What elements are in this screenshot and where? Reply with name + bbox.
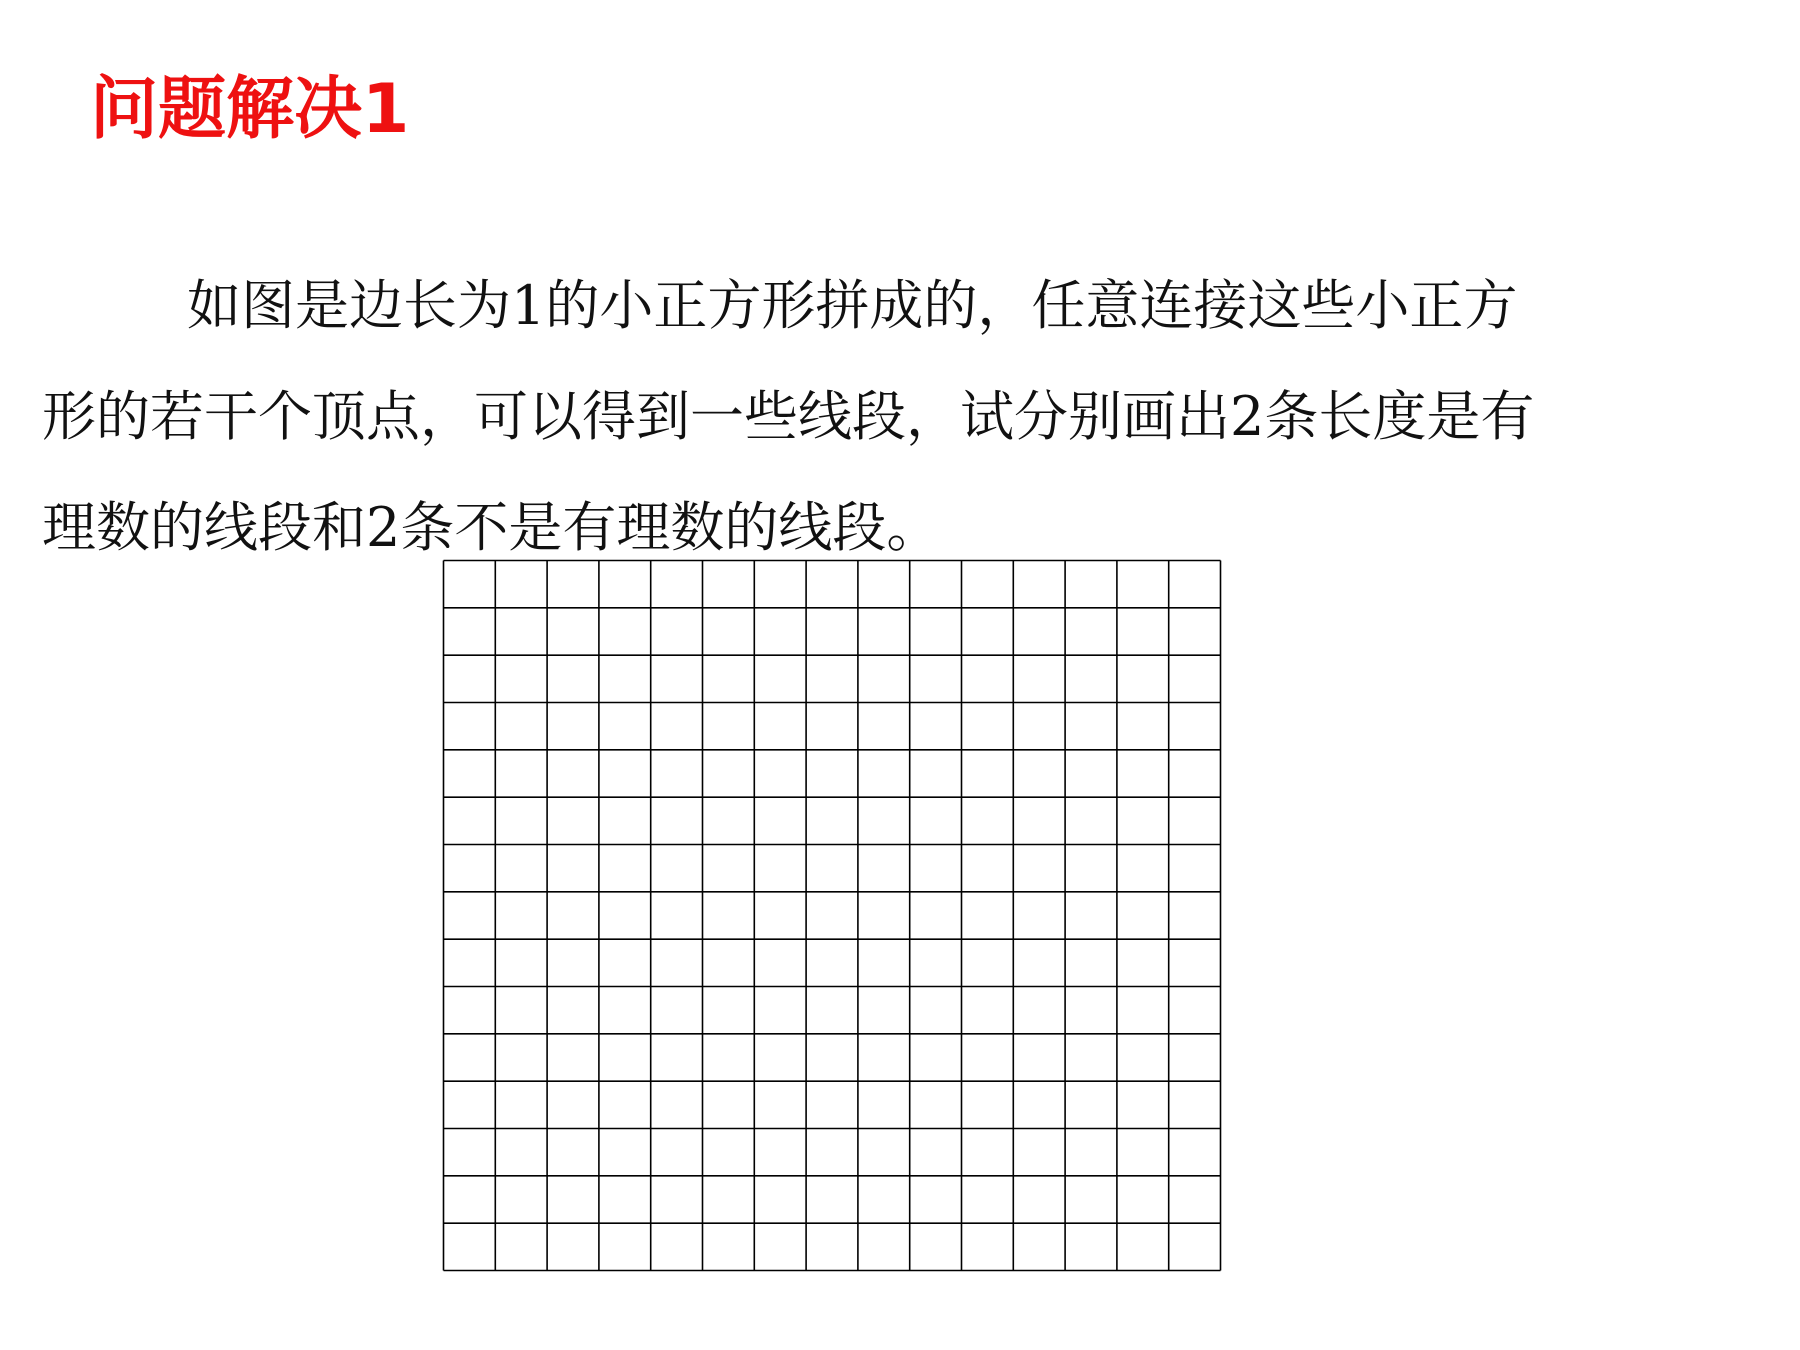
problem-statement bbox=[42, 250, 1722, 583]
problem-line-3: 理数的线段和2条不是有理数的线段。 bbox=[42, 496, 941, 559]
problem-title: 问题解决1 bbox=[90, 70, 410, 149]
problem-line-1: 如图是边长为1的小正方形拼成的，任意连接这些小正方 bbox=[187, 274, 1518, 337]
problem-line-2: 形的若干个顶点，可以得到一些线段，试分别画出2条长度是有 bbox=[42, 385, 1535, 448]
square-grid bbox=[442, 559, 1222, 1272]
grid-figure bbox=[442, 559, 1222, 1272]
